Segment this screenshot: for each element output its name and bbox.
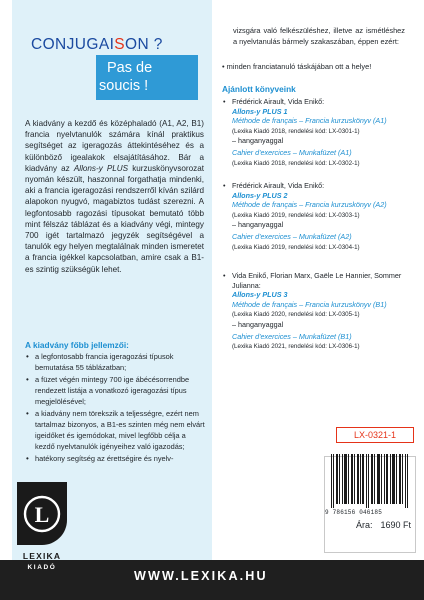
book-title-row [222,200,417,210]
title-part-2: ON ? [125,36,163,53]
intro-part-1: A kiadvány a kezdő és középhaladó (A1, A2, B1) francia nyelvtanulók számára kínál praktikus segítséget az igeragozás áttekintéséhez és a különböző igealakok elsajátításához. Bár a kiadvány az [25,119,204,173]
book-code-row [222,309,417,320]
recommended-heading: Ajánlott könyveink [222,84,296,94]
feature-continuation: vizsgára való felkészüléshez, illetve az ismétléshez a nyelvtanulás bármely szakaszában, éppen ezért: [233,26,405,46]
book-code-row [222,210,417,221]
lexika-logo [10,480,74,590]
book-audio-row [222,220,417,230]
book-course-code: (Lexika Kiadó 2020, rendelési kód: LX-0305-1) [232,311,360,319]
feature-item [25,408,206,452]
book-workbook-code-row [222,242,417,253]
title-part-1: CONJUGAI [31,36,115,53]
logo-line-2: KIADÓ [27,564,57,571]
feature-text: a legfontosabb francia igeragozási típusok bemutatása 55 táblázatban; [35,352,174,372]
bullet-icon: • [26,352,29,361]
book-title-row [222,300,417,310]
logo-letter: L [34,502,50,527]
book-entry [222,271,417,352]
closing-bullet-text: minden franciatanuló táskájában ott a helye! [226,62,372,71]
intro-series-name: Allons-y PLUS [73,163,129,173]
book-workbook-row [222,230,417,242]
book-audio-row [222,136,417,146]
bullet-icon: • [26,409,29,418]
feature-text: a kiadvány nem törekszik a teljességre, ezért nem tartalmaz bizonyos, a B1-es szinten még nem elvárt igeidőket és igemódokat, mivel legfőbb célja a kezdő nyelvtanulók igényeihez való igazodás; [35,409,205,451]
book-workbook-code-row [222,341,417,352]
book-audio-note: – hanganyaggal [232,136,284,146]
book-workbook-code-row [222,158,417,169]
feature-text: a füzet végén mintegy 700 ige ábécésorrendbe rendezett listája a vonatkozó igeragozási típus megjelölésével; [35,375,190,406]
bullet-icon: • [223,271,226,280]
book-course-title: Méthode de français – Francia kurzuskönyv (A1) [232,116,387,126]
book-audio-note: – hanganyaggal [232,220,284,230]
book-workbook-row [222,330,417,342]
bullet-icon: • [222,62,227,71]
bullet-icon: • [223,97,226,106]
feature-item [25,453,206,464]
book-authors-row [222,271,417,290]
barcode-graphic [329,454,411,508]
book-title-row [222,116,417,126]
book-workbook-title: Cahier d'exercices – Munkafüzet (B1) [232,331,352,341]
tagline-box [96,55,198,100]
price-label: Ára: [356,520,373,530]
bullet-icon: • [26,454,29,463]
features-list [25,351,206,465]
book-entry [222,181,417,252]
book-authors: Frédérick Airault, Vida Enikő: [232,181,325,190]
closing-bullet [222,62,412,71]
book-authors-row [222,181,417,191]
book-series-row [222,290,417,300]
book-authors: Vida Enikő, Florian Marx, Gaële Le Hannier, Sommer Julianna: [232,271,402,290]
title-accent-letter: S [114,36,126,53]
book-audio-row [222,320,417,330]
book-series: Allons-y PLUS 1 [232,106,288,116]
book-workbook-code: (Lexika Kiadó 2021, rendelési kód: LX-0306-1) [232,343,360,351]
book-workbook-row [222,146,417,158]
tagline-line-1: Pas de [107,60,153,76]
features-heading: A kiadvány főbb jellemzői: [25,340,129,350]
book-code-row [222,126,417,137]
book-series-row [222,107,417,117]
book-series-row [222,191,417,201]
book-course-title: Méthode de français – Francia kurzuskönyv (B1) [232,299,387,309]
intro-part-2: kurzuskönyvsorozat nyomán készült, haszonnal forgathatja mindenki, aki a francia igeragozási rendszerről kíván szilárd alapokon nyugvó, magabiztos tudást szerezni. A legfontosabb ragozási típusokat bemutató több mint félszáz táblázat és a kiadvány végi, mintegy 700 igét tartalmazó jegyzék segítségével a tanulók egy helyen megtalálnak minden ismeretet a francia igékkel kapcsolatban, amire csak a B1-es szintig szükségük lehet. [25,163,204,274]
book-workbook-code: (Lexika Kiadó 2019, rendelési kód: LX-0304-1) [232,243,360,251]
logo-line-1: LEXIKA [22,551,62,561]
website-link[interactable]: WWW.LEXIKA.HU [134,569,268,583]
book-authors: Frédérick Airault, Vida Enikő: [232,97,325,106]
book-course-title: Méthode de français – Francia kurzuskönyv (A2) [232,200,387,210]
price-row [356,520,411,530]
book-workbook-title: Cahier d'exercices – Munkafüzet (A1) [232,147,352,157]
book-series: Allons-y PLUS 3 [232,290,288,300]
tagline-line-2: soucis ! [99,78,149,94]
bullet-icon: • [26,375,29,384]
book-title [31,36,163,54]
feature-item [25,374,206,407]
book-audio-note: – hanganyaggal [232,319,284,329]
book-course-code: (Lexika Kiadó 2018, rendelési kód: LX-0301-1) [232,127,360,135]
book-authors-row [222,97,417,107]
barcode-digits: 9 786156 046185 [325,509,383,516]
book-course-code: (Lexika Kiadó 2019, rendelési kód: LX-0303-1) [232,211,360,219]
book-workbook-code: (Lexika Kiadó 2018, rendelési kód: LX-0302-1) [232,159,360,167]
book-series: Allons-y PLUS 2 [232,190,288,200]
book-entry [222,97,417,168]
book-workbook-title: Cahier d'exercices – Munkafüzet (A2) [232,231,352,241]
intro-paragraph [25,118,204,275]
price-value: 1690 Ft [380,520,412,530]
feature-item [25,351,206,373]
feature-text: hatékony segítség az érettségire és nyelv- [35,454,174,463]
bullet-icon: • [223,181,226,190]
product-code-label: LX-0321-1 [336,427,414,443]
